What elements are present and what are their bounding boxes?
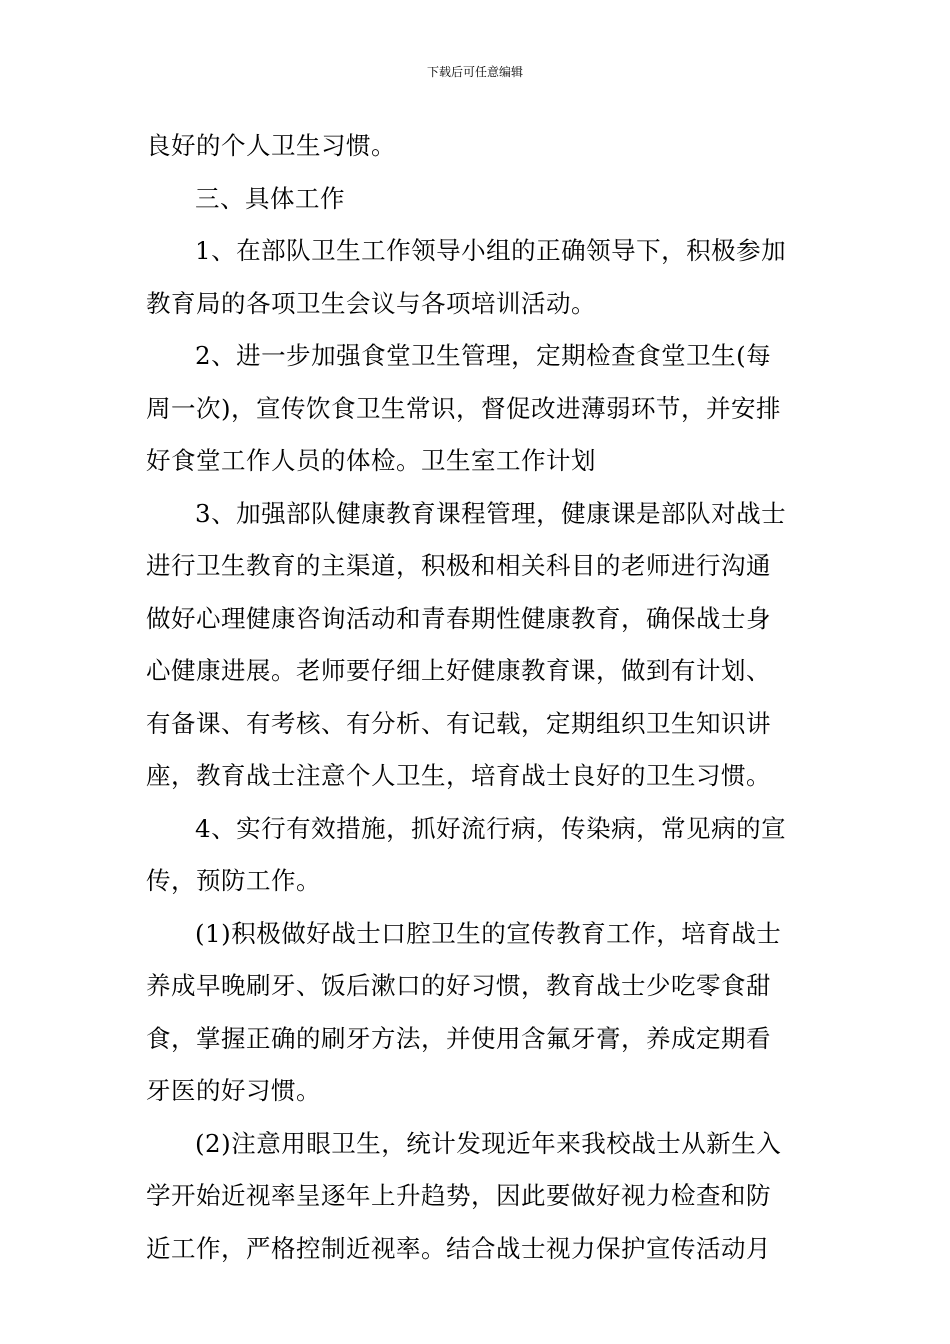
section-heading: 三、具体工作 <box>195 183 345 213</box>
text-line: 教育局的各项卫生会议与各项培训活动。 <box>146 288 596 318</box>
text-line: 心健康进展。老师要仔细上好健康教育课，做到有计划、 <box>146 656 771 685</box>
text-line: 良好的个人卫生习惯。 <box>146 131 396 160</box>
text-line: 好食堂工作人员的体检。卫生室工作计划 <box>146 446 596 475</box>
text-line: 4、实行有效措施，抓好流行病，传染病，常见病的宣 <box>195 813 787 843</box>
text-line: 进行卫生教育的主渠道，积极和相关科目的老师进行沟通 <box>146 551 771 580</box>
page-header-note: 下载后可任意编辑 <box>426 65 523 79</box>
text-line: 有备课、有考核、有分析、有记载，定期组织卫生知识讲 <box>146 708 771 738</box>
text-line: (2)注意用眼卫生，统计发现近年来我校战士从新生入 <box>195 1128 782 1158</box>
text-line: 传，预防工作。 <box>146 866 321 895</box>
text-line: 2、进一步加强食堂卫生管理，定期检查食堂卫生(每 <box>195 341 772 370</box>
text-line: 学开始近视率呈逐年上升趋势，因此要做好视力检查和防 <box>146 1181 771 1210</box>
text-line: 1、在部队卫生工作领导小组的正确领导下，积极参加 <box>195 236 787 265</box>
text-line: 周一次)，宣传饮食卫生常识，督促改进薄弱环节，并安排 <box>146 393 782 423</box>
text-line: 牙医的好习惯。 <box>146 1076 321 1105</box>
text-line: 食，掌握正确的刷牙方法，并使用含氟牙膏，养成定期看 <box>146 1023 771 1053</box>
text-line: 座，教育战士注意个人卫生，培育战士良好的卫生习惯。 <box>146 761 771 790</box>
text-line: 养成早晚刷牙、饭后漱口的好习惯，教育战士少吃零食甜 <box>146 971 771 1000</box>
text-line: 近工作，严格控制近视率。结合战士视力保护宣传活动月 <box>146 1233 771 1263</box>
text-line: (1)积极做好战士口腔卫生的宣传教育工作，培育战士 <box>195 918 782 948</box>
document-body <box>146 120 810 1275</box>
text-line: 做好心理健康咨询活动和青春期性健康教育，确保战士身 <box>146 603 771 633</box>
text-line: 3、加强部队健康教育课程管理，健康课是部队对战士 <box>195 498 787 528</box>
